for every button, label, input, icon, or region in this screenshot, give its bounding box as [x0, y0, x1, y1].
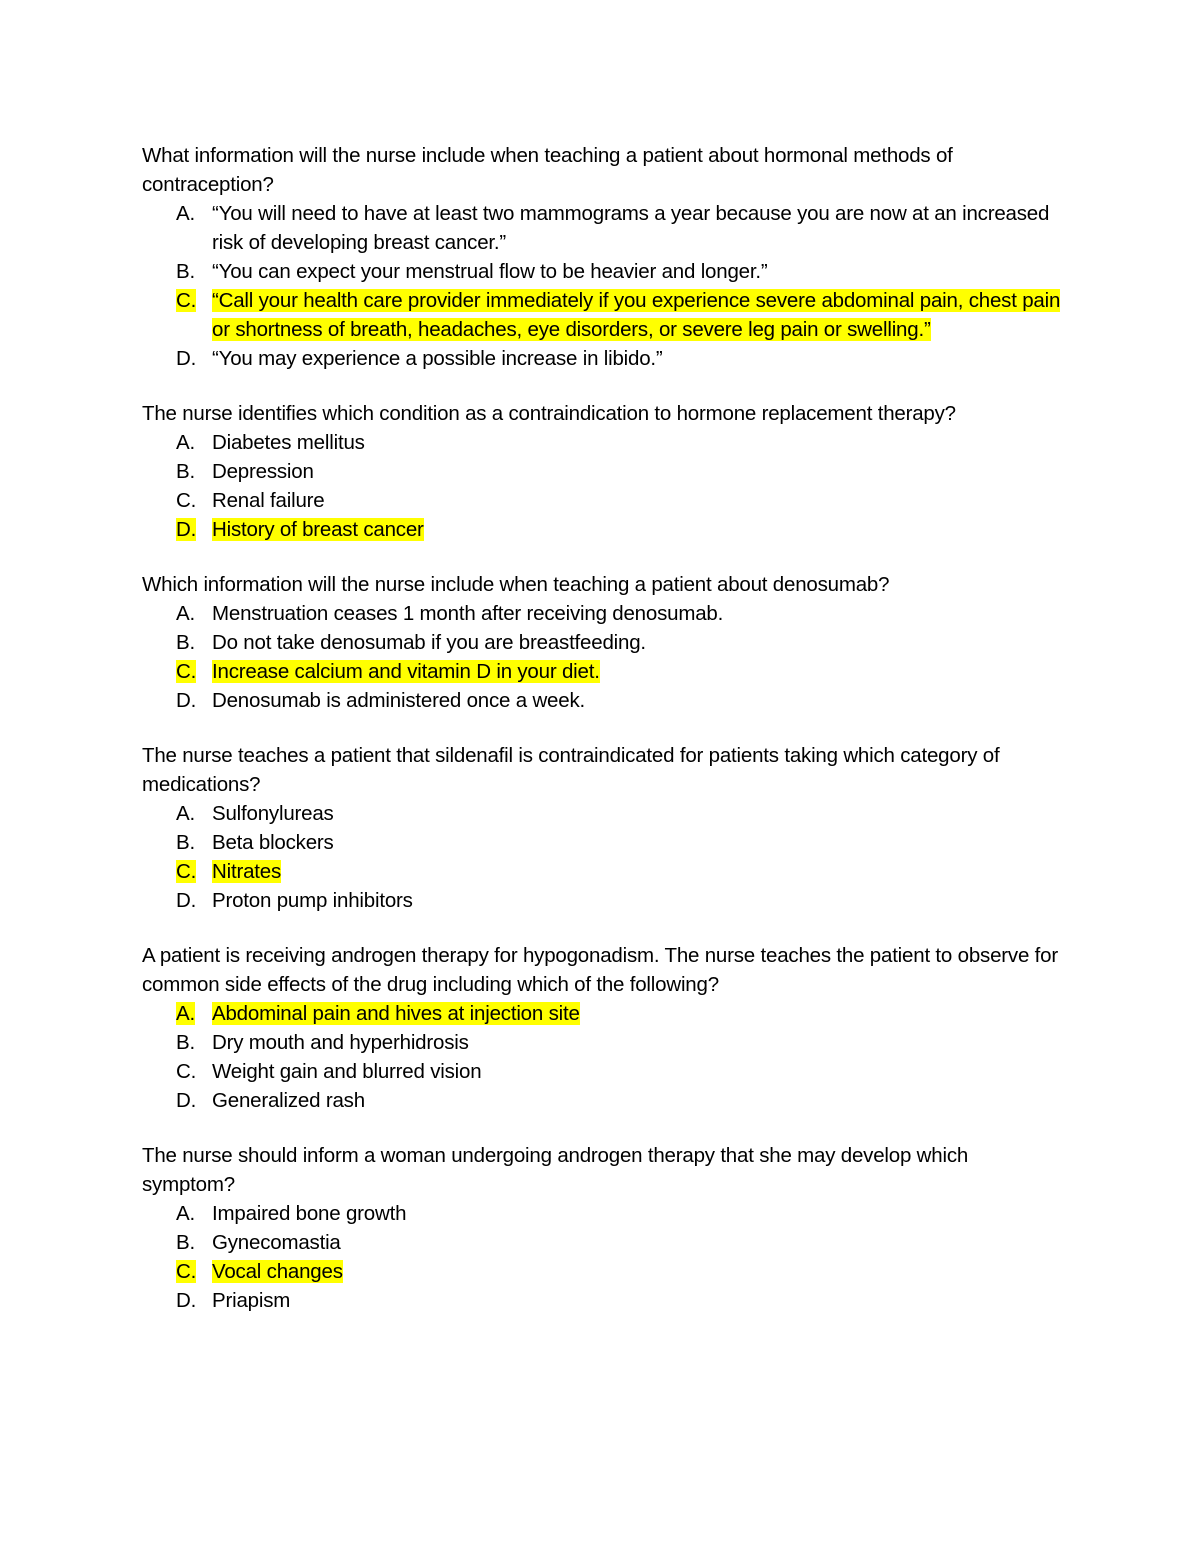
answer-options	[142, 799, 1062, 915]
question-text: The nurse should inform a woman undergoing androgen therapy that she may develop which symptom?	[142, 1144, 969, 1196]
option-text: Dry mouth and hyperhidrosis	[212, 1031, 469, 1054]
answer-options	[142, 428, 1062, 544]
option-text: Depression	[212, 460, 314, 483]
option-text: Beta blockers	[212, 831, 334, 854]
answer-options	[142, 199, 1062, 373]
option-letter: B.	[176, 831, 195, 854]
answer-option-a	[142, 599, 1062, 628]
answer-option-d	[142, 1286, 1062, 1315]
option-letter: C.	[176, 660, 197, 683]
option-letter: B.	[176, 460, 195, 483]
question-text: Which information will the nurse include when teaching a patient about denosumab?	[142, 573, 890, 596]
answer-option-d	[142, 344, 1062, 373]
option-text: Diabetes mellitus	[212, 431, 365, 454]
option-letter: C.	[176, 489, 197, 512]
option-text: Increase calcium and vitamin D in your diet.	[212, 660, 600, 683]
option-letter: D.	[176, 889, 197, 912]
option-letter: A.	[176, 431, 195, 454]
answer-option-a-highlighted	[142, 999, 1062, 1028]
option-text: “You may experience a possible increase in libido.”	[212, 347, 663, 370]
question-4	[142, 741, 1062, 915]
option-letter: D.	[176, 1289, 197, 1312]
option-letter: C.	[176, 1060, 197, 1083]
option-text: Menstruation ceases 1 month after receiving denosumab.	[212, 602, 724, 625]
question-1	[142, 141, 1062, 373]
question-list	[142, 141, 1062, 1341]
option-letter: B.	[176, 631, 195, 654]
answer-option-b	[142, 257, 1062, 286]
question-2	[142, 399, 1062, 544]
option-text: “You can expect your menstrual flow to be heavier and longer.”	[212, 260, 768, 283]
answer-option-c-highlighted	[142, 286, 1062, 344]
answer-option-b	[142, 457, 1062, 486]
option-letter: D.	[176, 689, 197, 712]
option-text: Renal failure	[212, 489, 325, 512]
question-3	[142, 570, 1062, 715]
option-letter: C.	[176, 860, 197, 883]
answer-option-d-highlighted	[142, 515, 1062, 544]
option-text: Generalized rash	[212, 1089, 365, 1112]
answer-option-c-highlighted	[142, 1257, 1062, 1286]
answer-option-b	[142, 828, 1062, 857]
answer-option-c-highlighted	[142, 657, 1062, 686]
answer-options	[142, 999, 1062, 1115]
answer-option-d	[142, 886, 1062, 915]
option-text: Denosumab is administered once a week.	[212, 689, 585, 712]
question-text: What information will the nurse include when teaching a patient about hormonal methods of contraception?	[142, 144, 953, 196]
option-text: Abdominal pain and hives at injection site	[212, 1002, 580, 1025]
option-letter: D.	[176, 347, 197, 370]
answer-option-a	[142, 428, 1062, 457]
question-5	[142, 941, 1062, 1115]
answer-option-b	[142, 1028, 1062, 1057]
option-text: History of breast cancer	[212, 518, 424, 541]
answer-option-c	[142, 1057, 1062, 1086]
answer-option-a	[142, 799, 1062, 828]
option-letter: A.	[176, 1202, 195, 1225]
option-text: “You will need to have at least two mammograms a year because you are now at an increased risk of developing breast cancer.”	[212, 202, 1050, 254]
option-text: Do not take denosumab if you are breastfeeding.	[212, 631, 646, 654]
answer-option-a	[142, 1199, 1062, 1228]
answer-option-c-highlighted	[142, 857, 1062, 886]
option-letter: D.	[176, 1089, 197, 1112]
option-letter: D.	[176, 518, 197, 541]
option-text: Weight gain and blurred vision	[212, 1060, 482, 1083]
option-text: Gynecomastia	[212, 1231, 341, 1254]
answer-options	[142, 1199, 1062, 1315]
option-letter: A.	[176, 602, 195, 625]
option-letter: B.	[176, 260, 195, 283]
option-letter: C.	[176, 1260, 197, 1283]
option-text: Priapism	[212, 1289, 291, 1312]
option-letter: B.	[176, 1231, 195, 1254]
option-text: Sulfonylureas	[212, 802, 334, 825]
answer-option-b	[142, 1228, 1062, 1257]
question-text: The nurse teaches a patient that sildenafil is contraindicated for patients taking which category of medications?	[142, 744, 1000, 796]
question-text: The nurse identifies which condition as a contraindication to hormone replacement therapy?	[142, 402, 956, 425]
answer-option-a	[142, 199, 1062, 257]
answer-options	[142, 599, 1062, 715]
answer-option-d	[142, 1086, 1062, 1115]
answer-option-b	[142, 628, 1062, 657]
option-letter: A.	[176, 1002, 195, 1025]
option-letter: C.	[176, 289, 197, 312]
option-letter: B.	[176, 1031, 195, 1054]
question-text: A patient is receiving androgen therapy for hypogonadism. The nurse teaches the patient to observe for common side effects of the drug including which of the following?	[142, 944, 1058, 996]
option-text: “Call your health care provider immediately if you experience severe abdominal pain, chest pain or shortness of breath, headaches, eye disorders, or severe leg pain or swelling.”	[212, 289, 1061, 341]
option-letter: A.	[176, 202, 195, 225]
answer-option-d	[142, 686, 1062, 715]
question-6	[142, 1141, 1062, 1315]
answer-option-c	[142, 486, 1062, 515]
option-letter: A.	[176, 802, 195, 825]
option-text: Vocal changes	[212, 1260, 343, 1283]
option-text: Impaired bone growth	[212, 1202, 407, 1225]
option-text: Proton pump inhibitors	[212, 889, 413, 912]
option-text: Nitrates	[212, 860, 282, 883]
